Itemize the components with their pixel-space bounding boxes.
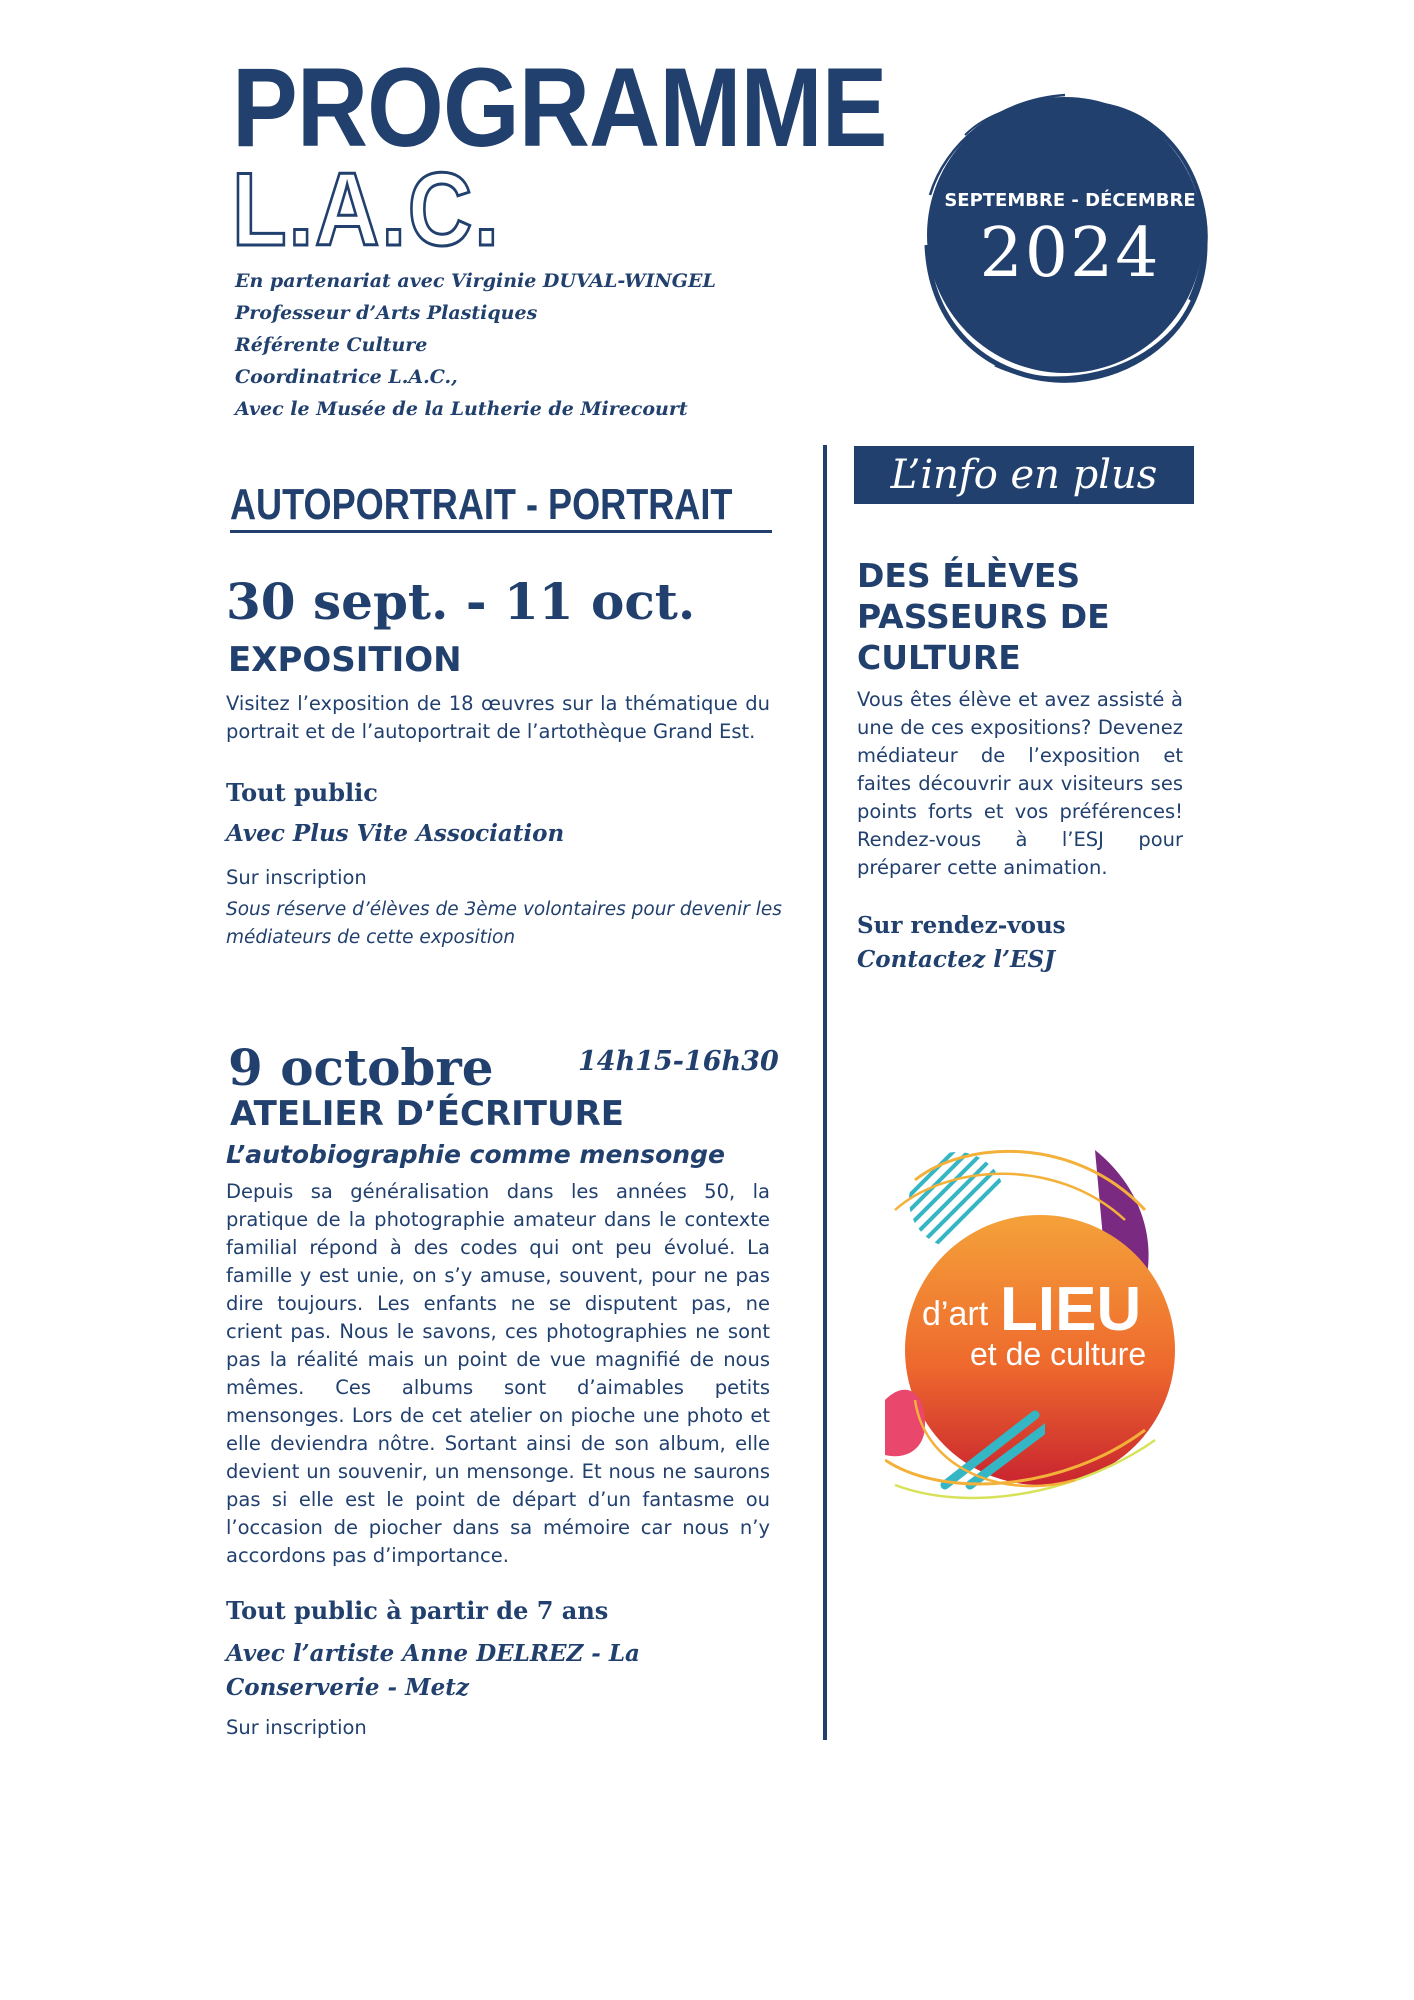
event2-registration: Sur inscription: [226, 1716, 367, 1739]
event1-registration: Sur inscription: [226, 866, 367, 889]
event1-date: 30 sept. - 11 oct.: [226, 572, 696, 631]
logo-small-left: d’art: [922, 1295, 989, 1333]
sidebar-contact: Contactez l’ESJ: [857, 946, 1055, 973]
partner-line: Professeur d’Arts Plastiques: [235, 302, 538, 324]
event1-partner: Avec Plus Vite Association: [226, 820, 565, 847]
logo-small-bottom: et de culture: [970, 1336, 1147, 1372]
partner-line: En partenariat avec Virginie DUVAL-WINGEL: [235, 270, 716, 292]
column-divider: [823, 445, 827, 1740]
partner-line: Avec le Musée de la Lutherie de Mirecourt: [235, 398, 688, 420]
badge-months: SEPTEMBRE - DÉCEMBRE: [944, 190, 1196, 211]
program-subtitle: L.A.C.: [232, 152, 501, 268]
event2-type: ATELIER D’ÉCRITURE: [230, 1094, 625, 1134]
event2-audience: Tout public à partir de 7 ans: [226, 1596, 609, 1625]
event1-description: Visitez l’exposition de 18 œuvres sur la thématique du portrait et de l’autoportrait de l’artothèque Grand Est.: [226, 692, 770, 743]
sidebar-heading: [857, 555, 1177, 678]
event2-description: Depuis sa généralisation dans les années 50, la pratique de la photographie amateur dans le contexte familial répond à des codes qui ont peu évolué. La famille y est unie, on s’y amuse, souvent, pour ne pas dire toujours. Les enfants ne se disputent pas, ne crient pas. Nous le savons, ces photographies ne sont pas la réalité mais un point de vue magnifié de nous mêmes. Ces albums sont d’aimables petits mensonges. Lors de cet atelier on pioche une photo et elle deviendra nôtre. Sortant ainsi de son album, elle devient un souvenir, un mensonge. Et nous ne saurons pas si elle est le point de départ d’un fantasme ou l’occasion de piocher dans sa mémoire car nous n’y accordons pas d’importance.: [226, 1180, 770, 1567]
event2-artist-line2: Conserverie - Metz: [226, 1674, 469, 1701]
partner-line: Référente Culture: [235, 334, 428, 356]
event2-artist-line1: Avec l’artiste Anne DELREZ - La: [226, 1640, 640, 1667]
section-underline: [230, 530, 772, 533]
sidebar-heading-line: CULTURE: [857, 638, 1021, 677]
program-title: PROGRAMME: [232, 45, 887, 170]
sidebar-description: Vous êtes élève et avez assisté à une de ces expositions? Devenez médiateur de l’exposition et faites découvrir aux visiteurs ses points forts et vos préférences! Rendez-vous à l’ESJ pour préparer cette animation.: [857, 688, 1183, 879]
sidebar-heading-line: DES ÉLÈVES: [857, 556, 1081, 595]
event1-type: EXPOSITION: [228, 640, 462, 680]
info-box-title: L’info en plus: [854, 446, 1194, 504]
lieu-dart-et-de-culture-logo: [885, 1140, 1185, 1540]
logo-big-word: LIEU: [1000, 1275, 1142, 1344]
event2-date: 9 octobre: [228, 1038, 494, 1097]
event2-time: 14h15-16h30: [578, 1046, 779, 1077]
event1-note: Sous réserve d’élèves de 3ème volontaires pour devenir les médiateurs de cette exposition: [226, 899, 782, 948]
partners-block: [235, 265, 716, 425]
sidebar-appointment: Sur rendez-vous: [857, 912, 1066, 939]
event1-audience: Tout public: [226, 778, 378, 807]
section-title: AUTOPORTRAIT - PORTRAIT: [230, 480, 733, 529]
partner-line: Coordinatrice L.A.C.,: [235, 366, 458, 388]
event2-subtitle: L’autobiographie comme mensonge: [226, 1140, 725, 1169]
badge-year: 2024: [979, 214, 1161, 293]
sidebar-heading-line: PASSEURS DE: [857, 597, 1110, 636]
